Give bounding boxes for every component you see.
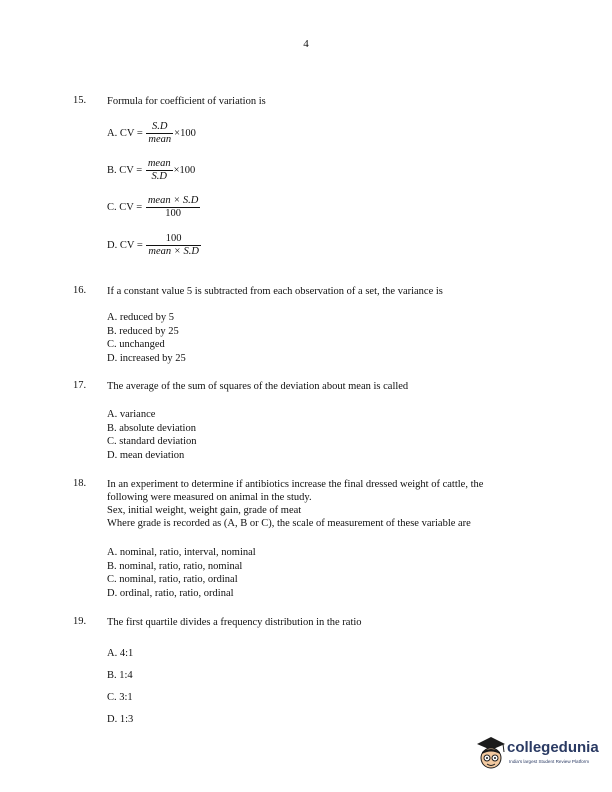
formula-prefix: D. CV =: [107, 239, 143, 251]
option: D. ordinal, ratio, ratio, ordinal: [107, 587, 234, 599]
option: C. unchanged: [107, 339, 165, 350]
option: C. standard deviation: [107, 436, 197, 447]
formula-suffix: ×100: [173, 164, 196, 176]
option: B. nominal, ratio, ratio, nominal: [107, 560, 243, 572]
collegedunia-logo: [475, 735, 605, 775]
page-number: 4: [303, 38, 309, 50]
question-number: 18.: [73, 478, 87, 489]
option-list: [107, 311, 186, 365]
question-number: 19.: [73, 616, 87, 627]
formula-suffix: ×100: [174, 127, 196, 139]
option: B. reduced by 25: [107, 325, 179, 337]
formula-option: [107, 195, 201, 220]
fraction-denominator: 100: [165, 208, 181, 219]
formula-option: [107, 121, 196, 146]
fraction: [146, 195, 201, 220]
fraction-denominator: mean: [148, 134, 172, 145]
brand-name: collegedunia: [507, 739, 599, 756]
question-number: 17.: [73, 380, 87, 391]
fraction: [146, 158, 173, 183]
question-text: Formula for coefficient of variation is: [107, 96, 266, 107]
fraction-numerator: S.D: [146, 121, 173, 134]
option: A. reduced by 5: [107, 312, 175, 323]
option: D. mean deviation: [107, 449, 185, 461]
option: A. nominal, ratio, interval, nominal: [107, 547, 256, 558]
fraction-numerator: 100: [146, 233, 201, 246]
question-text-line: following were measured on animal in the study.: [107, 492, 312, 503]
question-text: If a constant value 5 is subtracted from each observation of a set, the variance is: [107, 286, 443, 297]
fraction: [146, 121, 173, 146]
question-text: The average of the sum of squares of the deviation about mean is called: [107, 381, 409, 392]
question-text-line: Sex, initial weight, weight gain, grade of meat: [107, 505, 302, 516]
question-number: 15.: [73, 95, 87, 106]
option: D. 1:3: [107, 714, 134, 725]
brand-tagline: India's largest Student Review Platform: [509, 759, 590, 764]
fraction-denominator: mean × S.D: [148, 246, 199, 257]
option: C. 3:1: [107, 692, 133, 703]
question-number: 16.: [73, 285, 87, 296]
question-text-line: Where grade is recorded as (A, B or C), the scale of measurement of these variable are: [107, 518, 471, 529]
fraction-numerator: mean: [147, 158, 171, 169]
mascot-icon: [475, 735, 509, 773]
option-list: [107, 643, 133, 731]
question-text: [107, 478, 547, 530]
option: B. 1:4: [107, 670, 133, 681]
option: B. absolute deviation: [107, 422, 196, 434]
option: D. increased by 25: [107, 352, 186, 364]
option-list: [107, 546, 256, 600]
fraction: [146, 233, 201, 258]
question-text: The first quartile divides a frequency distribution in the ratio: [107, 617, 362, 628]
fraction-denominator: S.D: [151, 171, 167, 182]
question-text-line: In an experiment to determine if antibiotics increase the final dressed weight of cattle, the: [107, 479, 484, 490]
formula-option: [107, 233, 202, 258]
fraction-numerator: mean × S.D: [147, 195, 199, 206]
option-list: [107, 408, 197, 462]
formula-prefix: C. CV =: [107, 201, 143, 213]
option: C. nominal, ratio, ratio, ordinal: [107, 574, 238, 585]
option: A. 4:1: [107, 648, 134, 659]
option: A. variance: [107, 409, 156, 420]
formula-option: [107, 158, 195, 183]
formula-prefix: B. CV =: [107, 164, 143, 176]
formula-prefix: A. CV =: [107, 127, 143, 139]
